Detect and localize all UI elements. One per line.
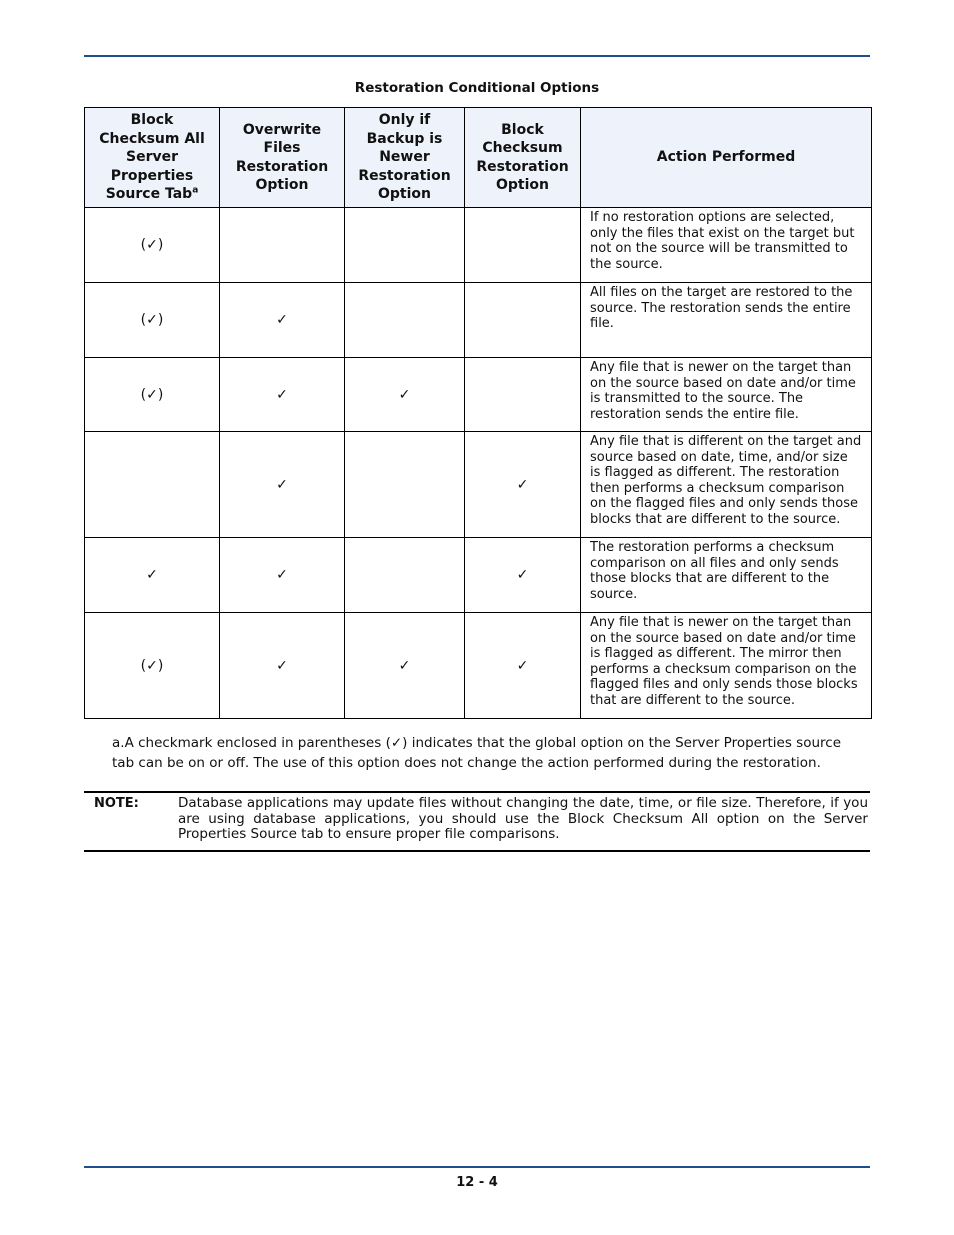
check-cell: ✓ <box>465 613 581 719</box>
note-label: NOTE: <box>94 796 139 811</box>
check-cell <box>345 283 465 358</box>
check-cell: ✓ <box>220 432 345 538</box>
action-cell: The restoration performs a checksum comparison on all files and only sends those blocks that are different to the source. <box>581 538 872 613</box>
check-cell: (✓) <box>85 613 220 719</box>
check-cell: ✓ <box>345 613 465 719</box>
note-box <box>84 791 870 852</box>
header-overwrite-files: Overwrite Files Restoration Option <box>220 108 345 208</box>
table-row <box>85 358 872 432</box>
check-cell <box>465 283 581 358</box>
table-title: Restoration Conditional Options <box>354 80 600 96</box>
action-cell: All files on the target are restored to the source. The restoration sends the entire file. <box>581 283 872 358</box>
check-cell <box>465 358 581 432</box>
page-number: 12 - 4 <box>456 1175 498 1190</box>
check-cell: ✓ <box>85 538 220 613</box>
action-cell: If no restoration options are selected, only the files that exist on the target but not on the source will be transmitted to the source. <box>581 208 872 283</box>
check-cell <box>220 208 345 283</box>
header-block-checksum: Block Checksum Restoration Option <box>465 108 581 208</box>
check-cell: ✓ <box>220 613 345 719</box>
check-cell <box>85 432 220 538</box>
check-cell: ✓ <box>220 538 345 613</box>
table-header-row <box>85 108 872 208</box>
footer-rule <box>84 1166 870 1168</box>
header-only-if-newer: Only if Backup is Newer Restoration Option <box>345 108 465 208</box>
check-cell: ✓ <box>220 358 345 432</box>
check-cell <box>345 432 465 538</box>
check-cell <box>465 208 581 283</box>
note-text: Database applications may update files without changing the date, time, or file size. Therefore, if you are using database applications, you should use the Block Checksum All option on the Server Properties Source tab to ensure proper file comparisons. <box>178 795 868 843</box>
table-row <box>85 208 872 283</box>
action-cell: Any file that is newer on the target than on the source based on date and/or time is transmitted to the source. The restoration sends the entire file. <box>581 358 872 432</box>
header-rule <box>84 55 870 57</box>
header-action-performed: Action Performed <box>581 108 872 208</box>
action-cell: Any file that is different on the target and source based on date, time, and/or size is flagged as different. The restoration then performs a checksum comparison on the flagged files and only sends those blocks that are different to the source. <box>581 432 872 538</box>
table-row <box>85 283 872 358</box>
table-row <box>85 432 872 538</box>
check-cell: (✓) <box>85 358 220 432</box>
check-cell <box>345 208 465 283</box>
check-cell: ✓ <box>465 538 581 613</box>
conditional-options-table <box>84 107 872 719</box>
check-cell: ✓ <box>345 358 465 432</box>
header-block-checksum-all: Block Checksum All Server Properties Source Tab$^a$ <box>85 108 220 208</box>
table-row <box>85 538 872 613</box>
check-cell <box>345 538 465 613</box>
check-cell: (✓) <box>85 283 220 358</box>
check-cell: ✓ <box>220 283 345 358</box>
table-row <box>85 613 872 719</box>
action-cell: Any file that is newer on the target than on the source based on date and/or time is flagged as different. The mirror then performs a checksum comparison on the flagged files and only sends those blocks that are different to the source. <box>581 613 872 719</box>
table-footnote: a.A checkmark enclosed in parentheses (✓) indicates that the global option on the Server Properties source tab can be on or off. The use of this option does not change the action performed during the restoration. <box>112 735 842 771</box>
check-cell: (✓) <box>85 208 220 283</box>
check-cell: ✓ <box>465 432 581 538</box>
